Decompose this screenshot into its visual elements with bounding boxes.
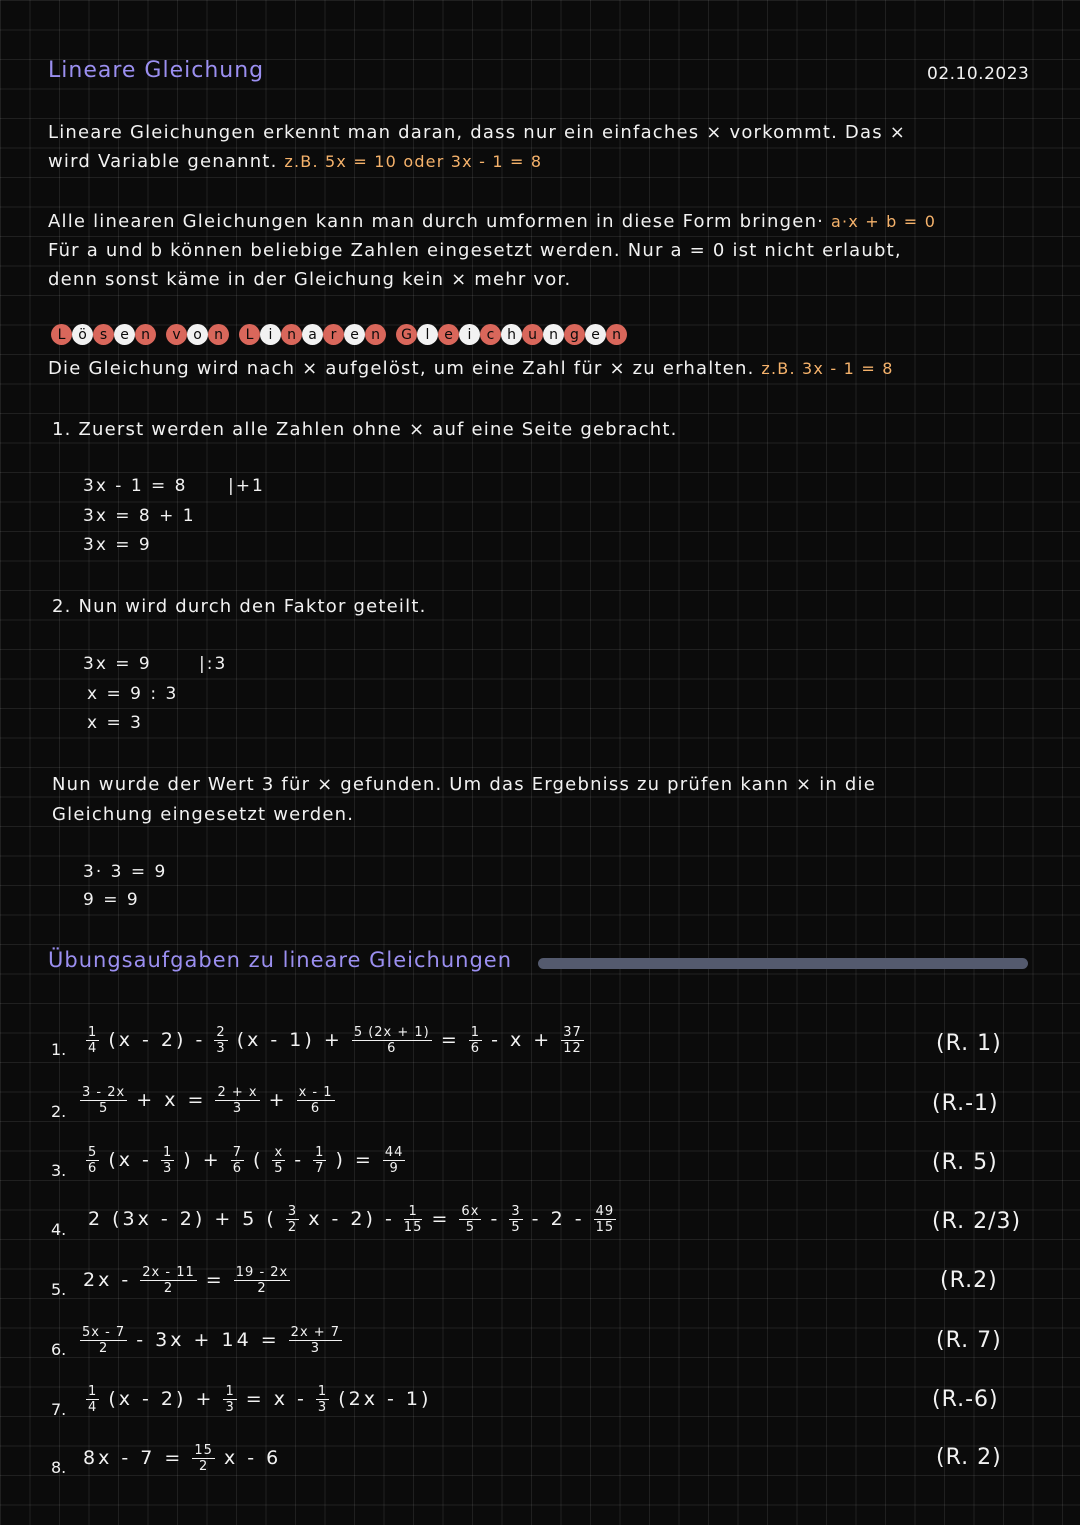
numerator: 1 [317, 1384, 328, 1399]
term: = [431, 1208, 451, 1230]
fraction [234, 1266, 290, 1295]
fraction [214, 1026, 227, 1055]
exercise-2-result: (R.-1) [932, 1091, 999, 1116]
numerator: 2x + 7 [290, 1325, 341, 1340]
numerator: 6x [461, 1204, 480, 1219]
heading-letter: i [459, 324, 480, 345]
heading-letter: o [187, 324, 208, 345]
denominator: 12 [563, 1041, 582, 1056]
fraction [404, 1205, 423, 1234]
numerator: 5 (2x + 1) [353, 1025, 430, 1040]
exercises-title: Übungsaufgaben zu lineare Gleichungen [48, 948, 513, 972]
exercise-8-number: 8. [51, 1458, 67, 1477]
solving-heading [51, 324, 627, 345]
exercise-2-number: 2. [51, 1102, 67, 1121]
term: - [294, 1149, 305, 1171]
fraction [594, 1205, 617, 1234]
heading-letter: n [281, 324, 302, 345]
fraction [80, 1086, 127, 1115]
denominator: 5 [274, 1161, 284, 1176]
fraction [383, 1146, 406, 1175]
numerator: 1 [162, 1145, 173, 1160]
fraction [231, 1146, 244, 1175]
numerator: 2x - 11 [142, 1265, 195, 1280]
denominator: 2 [257, 1281, 267, 1296]
exercise-2-equation [80, 1086, 335, 1115]
exercise-4-number: 4. [51, 1220, 67, 1239]
fraction [561, 1026, 584, 1055]
denominator: 6 [232, 1161, 242, 1176]
numerator: 2 [216, 1025, 226, 1040]
page-date: 02.10.2023 [927, 64, 1030, 84]
term: = [205, 1269, 225, 1291]
denominator: 4 [88, 1041, 98, 1056]
heading-word-gap [156, 324, 166, 345]
term: ) + [183, 1149, 222, 1171]
step-2-eq-2: x = 9 : 3 [87, 684, 179, 704]
term: x - 6 [223, 1447, 282, 1469]
exercise-3-equation [86, 1146, 405, 1175]
denominator: 2 [199, 1459, 209, 1474]
fraction [272, 1146, 285, 1175]
step-2-text: 2. Nun wird durch den Faktor geteilt. [52, 596, 427, 617]
denominator: 6 [470, 1041, 481, 1056]
heading-letter: n [606, 324, 627, 345]
step-2-eq-3: x = 3 [87, 713, 143, 733]
intro-example: z.B. 5x = 10 oder 3x - 1 = 8 [284, 152, 543, 171]
term: = [440, 1029, 460, 1051]
exercise-5-result: (R.2) [940, 1268, 998, 1293]
numerator: 19 - 2x [235, 1265, 289, 1280]
fraction [86, 1026, 99, 1055]
intro-line-2-text: wird Variable genannt. [48, 151, 278, 172]
heading-letter: u [522, 324, 543, 345]
denominator: 3 [232, 1101, 243, 1116]
fraction [286, 1205, 299, 1234]
term: = x - [245, 1388, 307, 1410]
denominator: 2 [98, 1341, 109, 1356]
exercise-8-equation [83, 1444, 281, 1473]
form-line-3: denn sonst käme in der Gleichung kein × mehr vor. [48, 269, 572, 290]
heading-letter: L [51, 324, 72, 345]
denominator: 3 [162, 1161, 173, 1176]
check-line-1: Nun wurde der Wert 3 für × gefunden. Um das Ergebniss zu prüfen kann × in die [52, 774, 877, 795]
numerator: 1 [225, 1384, 235, 1399]
exercise-5-equation [83, 1266, 290, 1295]
exercise-3-result: (R. 5) [932, 1150, 998, 1175]
heading-letter: n [543, 324, 564, 345]
heading-letter: a [302, 324, 323, 345]
fraction [223, 1385, 236, 1414]
numerator: x - 1 [298, 1085, 333, 1100]
numerator: 3 [511, 1204, 521, 1219]
fraction [313, 1146, 326, 1175]
heading-letter: s [93, 324, 114, 345]
denominator: 5 [98, 1101, 109, 1116]
heading-word-gap [229, 324, 239, 345]
term: (x - 1) + [236, 1029, 343, 1051]
heading-letter: G [396, 324, 417, 345]
fraction [80, 1326, 127, 1355]
denominator: 4 [88, 1400, 98, 1415]
exercise-3-number: 3. [51, 1161, 67, 1180]
heading-letter: e [114, 324, 135, 345]
numerator: 1 [470, 1025, 481, 1040]
heading-letter: r [323, 324, 344, 345]
term: (x - 2) + [108, 1388, 215, 1410]
denominator: 3 [310, 1341, 321, 1356]
fraction [289, 1326, 342, 1355]
heading-letter: ö [72, 324, 93, 345]
fraction [86, 1146, 99, 1175]
heading-letter: n [135, 324, 156, 345]
heading-letter: n [365, 324, 386, 345]
check-eq-1: 3· 3 = 9 [83, 862, 168, 882]
numerator: 49 [595, 1204, 615, 1219]
term: ) = [335, 1149, 374, 1171]
exercise-1-result: (R. 1) [936, 1031, 1002, 1056]
exercise-1-number: 1. [51, 1040, 67, 1059]
term: - 2 - [531, 1208, 585, 1230]
term: - 3x + 14 = [136, 1329, 280, 1351]
page-title: Lineare Gleichung [48, 58, 265, 83]
step-2-operation: |:3 [199, 654, 228, 674]
fraction [469, 1026, 482, 1055]
heading-word-gap [386, 324, 396, 345]
numerator: 5x - 7 [82, 1325, 126, 1340]
form-line-1-text: Alle linearen Gleichungen kann man durch umformen in diese Form bringen· [48, 211, 825, 232]
denominator: 3 [216, 1041, 226, 1056]
denominator: 15 [403, 1220, 423, 1235]
check-eq-2: 9 = 9 [83, 890, 140, 910]
denominator: 2 [163, 1281, 174, 1296]
term: (x - [108, 1149, 152, 1171]
denominator: 3 [317, 1400, 328, 1415]
term: + [268, 1089, 288, 1111]
term: 2 (3x - 2) + 5 ( [88, 1208, 277, 1230]
heading-letter: i [260, 324, 281, 345]
numerator: 44 [384, 1145, 404, 1160]
exercise-5-number: 5. [51, 1280, 67, 1299]
fraction [161, 1146, 174, 1175]
fraction [86, 1385, 99, 1414]
general-form: a·x + b = 0 [831, 212, 937, 231]
term: 8x - 7 = [83, 1447, 184, 1469]
intro-line-2 [48, 147, 542, 177]
fraction [215, 1086, 259, 1115]
fraction [509, 1205, 522, 1234]
heading-letter: l [417, 324, 438, 345]
term: + x = [136, 1089, 207, 1111]
exercise-7-equation [86, 1385, 431, 1414]
check-line-2: Gleichung eingesetzt werden. [52, 804, 355, 825]
term: (x - 2) - [108, 1029, 206, 1051]
term: 2x - [83, 1269, 132, 1291]
fraction [316, 1385, 329, 1414]
term: (2x - 1) [338, 1388, 432, 1410]
exercise-6-equation [80, 1326, 342, 1355]
numerator: 1 [88, 1025, 98, 1040]
numerator: 37 [563, 1025, 582, 1040]
step-2-eq-1: 3x = 9 [83, 654, 152, 674]
numerator: 2 + x [217, 1085, 258, 1100]
denominator: 6 [88, 1161, 98, 1176]
fraction [140, 1266, 196, 1295]
denominator: 5 [511, 1220, 521, 1235]
term: - [490, 1208, 501, 1230]
step-1-eq-2: 3x = 8 + 1 [83, 506, 196, 526]
denominator: 5 [465, 1220, 476, 1235]
exercise-7-result: (R.-6) [932, 1387, 999, 1412]
section-divider-bar [538, 958, 1028, 969]
heading-letter: e [585, 324, 606, 345]
fraction [352, 1026, 432, 1055]
exercise-1-equation [86, 1026, 584, 1055]
heading-letter: g [564, 324, 585, 345]
fraction [297, 1086, 335, 1115]
numerator: x [274, 1145, 284, 1160]
intro-line-1: Lineare Gleichungen erkennt man daran, dass nur ein einfaches × vorkommt. Das × [48, 122, 906, 143]
denominator: 3 [225, 1400, 235, 1415]
denominator: 6 [387, 1041, 397, 1056]
numerator: 1 [315, 1145, 325, 1160]
form-line-1 [48, 207, 936, 237]
fraction [192, 1444, 215, 1473]
fraction [459, 1205, 481, 1234]
heading-letter: L [239, 324, 260, 345]
term: - x + [491, 1029, 553, 1051]
denominator: 6 [310, 1101, 321, 1116]
exercise-7-number: 7. [51, 1400, 67, 1419]
step-1-text: 1. Zuerst werden alle Zahlen ohne × auf eine Seite gebracht. [52, 419, 678, 440]
step-1-operation: |+1 [228, 476, 265, 496]
denominator: 2 [287, 1220, 298, 1235]
term: ( [253, 1149, 264, 1171]
step-1-eq-3: 3x = 9 [83, 535, 152, 555]
numerator: 5 [88, 1145, 98, 1160]
exercise-6-number: 6. [51, 1340, 67, 1359]
numerator: 3 - 2x [82, 1085, 126, 1100]
numerator: 1 [404, 1205, 423, 1220]
heading-letter: e [438, 324, 459, 345]
solving-intro [48, 354, 894, 384]
solving-intro-text: Die Gleichung wird nach × aufgelöst, um eine Zahl für × zu erhalten. [48, 358, 755, 379]
numerator: 7 [232, 1145, 242, 1160]
heading-letter: e [344, 324, 365, 345]
solving-example: z.B. 3x - 1 = 8 [761, 359, 894, 378]
form-line-2: Für a und b können beliebige Zahlen eingesetzt werden. Nur a = 0 ist nicht erlaubt, [48, 240, 902, 261]
step-1-eq-1: 3x - 1 = 8 [83, 476, 188, 496]
denominator: 9 [389, 1161, 399, 1176]
exercise-4-equation [88, 1205, 616, 1234]
numerator: 1 [88, 1384, 98, 1399]
heading-letter: v [166, 324, 187, 345]
numerator: 15 [194, 1443, 213, 1458]
heading-letter: n [208, 324, 229, 345]
denominator: 7 [315, 1161, 325, 1176]
heading-letter: h [501, 324, 522, 345]
exercise-6-result: (R. 7) [936, 1328, 1002, 1353]
term: x - 2) - [308, 1208, 395, 1230]
exercise-8-result: (R. 2) [936, 1445, 1002, 1470]
numerator: 3 [287, 1204, 298, 1219]
exercise-4-result: (R. 2/3) [932, 1209, 1022, 1234]
heading-letter: c [480, 324, 501, 345]
denominator: 15 [595, 1220, 615, 1235]
